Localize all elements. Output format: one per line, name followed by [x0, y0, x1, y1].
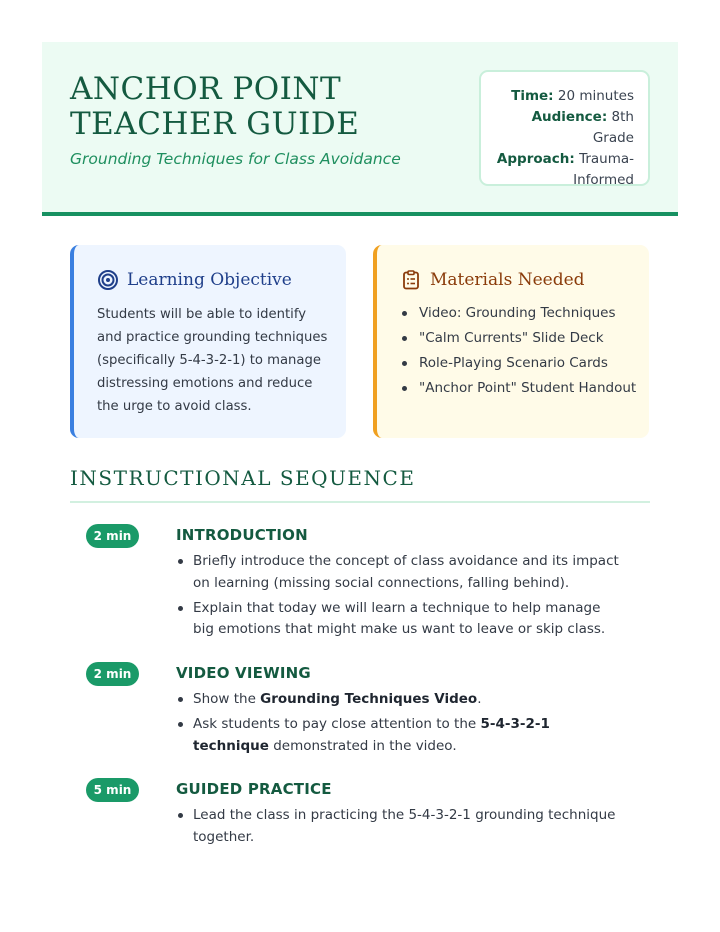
meta-time: Time: 20 minutes	[511, 88, 634, 104]
page-subtitle: Grounding Techniques for Class Avoidance	[70, 150, 401, 168]
objective-heading	[97, 267, 324, 293]
list-item: Video: Grounding Techniques	[400, 301, 627, 326]
duration-badge: 2 min	[86, 662, 139, 686]
clipboard-icon	[400, 269, 422, 291]
materials-heading	[400, 267, 627, 293]
list-item: Show the Grounding Techniques Video.	[193, 689, 623, 711]
target-icon	[97, 269, 119, 291]
step-title: VIDEO VIEWING	[176, 664, 311, 682]
materials-card	[373, 245, 649, 438]
learning-objective-card	[70, 245, 346, 438]
meta-audience: Audience: 8th Grade	[531, 109, 634, 146]
materials-heading-text: Materials Needed	[430, 270, 585, 290]
materials-list	[400, 301, 637, 401]
title-line-2: TEACHER GUIDE	[70, 106, 360, 142]
step-title: GUIDED PRACTICE	[176, 780, 332, 798]
meta-approach: Approach: Trauma-	[496, 151, 634, 167]
step-bullets	[193, 689, 623, 761]
list-item: Lead the class in practicing the 5-4-3-2-1 grounding technique together.	[193, 805, 623, 848]
meta-approach-cont: Informed	[573, 172, 634, 188]
list-item: Role-Playing Scenario Cards	[400, 351, 627, 376]
title-line-1: ANCHOR POINT	[70, 71, 342, 107]
duration-badge: 5 min	[86, 778, 139, 802]
list-item: Briefly introduce the concept of class avoidance and its impact on learning (missing social connections, falling behind).	[193, 551, 623, 594]
lesson-meta-box	[479, 70, 650, 186]
sequence-title: INSTRUCTIONAL SEQUENCE	[70, 466, 650, 503]
objective-text: Students will be able to identify and practice grounding techniques (specifically 5-4-3-2-1) to manage distressing emotions and reduce the urge to avoid class.	[97, 307, 328, 414]
step-bullets	[193, 805, 623, 852]
step-title: INTRODUCTION	[176, 526, 308, 544]
page-title	[70, 72, 430, 142]
objective-heading-text: Learning Objective	[127, 270, 292, 290]
duration-badge: 2 min	[86, 524, 139, 548]
list-item: "Anchor Point" Student Handout	[400, 376, 627, 401]
guide-header	[42, 42, 678, 216]
step-bullets	[193, 551, 623, 644]
list-item: Ask students to pay close attention to the 5-4-3-2-1 technique demonstrated in the video.	[193, 714, 623, 757]
list-item: "Calm Currents" Slide Deck	[400, 326, 627, 351]
list-item: Explain that today we will learn a technique to help manage big emotions that might make us want to leave or skip class.	[193, 598, 623, 641]
